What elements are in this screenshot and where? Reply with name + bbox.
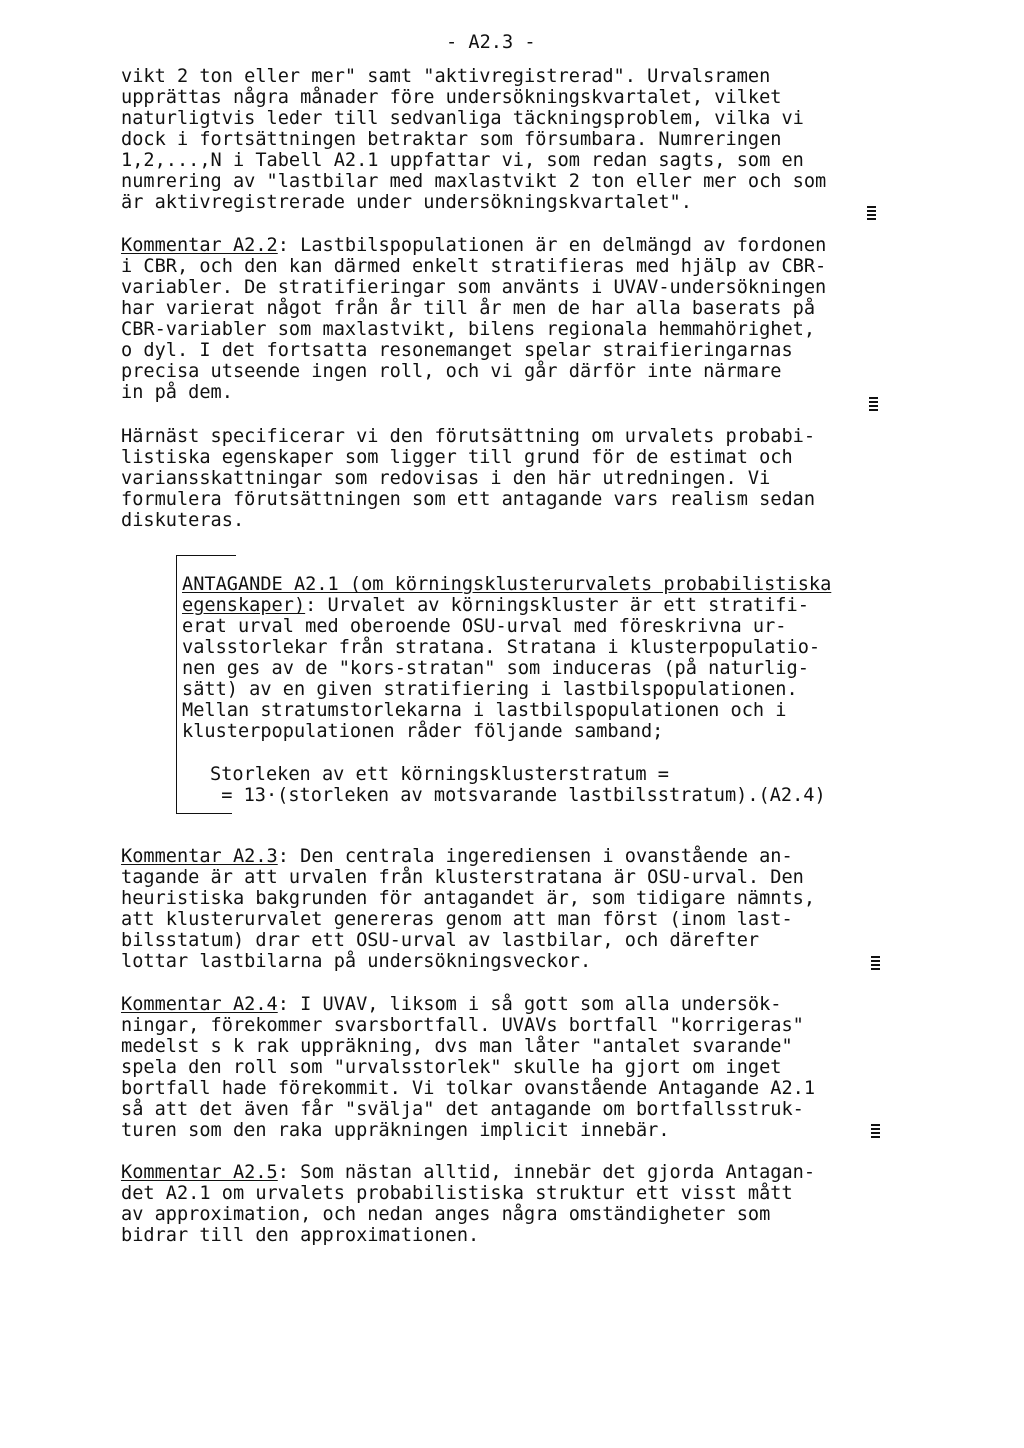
kommentar-text: : Lastbilspopulationen är en delmängd av fordonen xyxy=(277,235,827,256)
text-line: vikt 2 ton eller mer" samt "aktivregistrerad". Urvalsramen xyxy=(121,66,771,87)
text-line: naturligtvis leder till sedvanliga täckningsproblem, vilka vi xyxy=(121,108,804,129)
text-line xyxy=(182,574,942,595)
kommentar-a24 xyxy=(121,994,941,1141)
text-line: bortfall hade förekommit. Vi tolkar ovanstående Antagande A2.1 xyxy=(121,1078,816,1099)
text-line xyxy=(121,235,941,256)
assumption-box-bottom-rule xyxy=(176,813,232,814)
kommentar-a23 xyxy=(121,846,941,972)
text-line: klusterpopulationen råder följande samband; xyxy=(182,721,664,742)
text-line: variansskattningar som redovisas i den här utredningen. Vi xyxy=(121,468,771,489)
text-line xyxy=(121,846,941,867)
kommentar-label: Kommentar A2.4 xyxy=(121,994,278,1015)
text-line: ningar, förekommer svarsbortfall. UVAVs bortfall "korrigeras" xyxy=(121,1015,804,1036)
formula-line: = 13·(storleken av motsvarande lastbilsstratum).(A2.4) xyxy=(210,785,826,806)
text-line: Härnäst specificerar vi den förutsättning om urvalets probabi- xyxy=(121,426,816,447)
text-line: Mellan stratumstorlekarna i lastbilspopulationen och i xyxy=(182,700,787,721)
text-line: diskuteras. xyxy=(121,510,245,531)
antagande-a21 xyxy=(182,574,942,742)
text-line: bilsstatum) drar ett OSU-urval av lastbilar, och därefter xyxy=(121,930,760,951)
formula-a24 xyxy=(210,764,950,806)
kommentar-label: Kommentar A2.2 xyxy=(121,235,278,256)
text-line: listiska egenskaper som ligger till grund för de estimat och xyxy=(121,447,793,468)
end-of-remark-mark xyxy=(867,204,876,220)
kommentar-a22 xyxy=(121,235,941,403)
kommentar-text: : Den centrala ingerediensen i ovanstående an- xyxy=(277,846,793,867)
text-line: spela den roll som "urvalsstorlek" skulle ha gjort om inget xyxy=(121,1057,782,1078)
end-of-remark-mark xyxy=(871,954,880,970)
text-line: i CBR, och den kan därmed enkelt stratifieras med hjälp av CBR- xyxy=(121,256,827,277)
text-line: variabler. De stratifieringar som använts i UVAV-undersökningen xyxy=(121,277,827,298)
text-line: precisa utseende ingen roll, och vi går därför inte närmare xyxy=(121,361,782,382)
antagande-text: : Urvalet av körningskluster är ett stratifi- xyxy=(305,595,809,616)
text-line: erat urval med oberoende OSU-urval med föreskrivna ur- xyxy=(182,616,787,637)
text-line: o dyl. I det fortsatta resonemanget spelar straifieringarnas xyxy=(121,340,793,361)
kommentar-text: : I UVAV, liksom i så gott som alla undersök- xyxy=(277,994,782,1015)
assumption-box-top-rule xyxy=(176,555,236,556)
text-line: av approximation, och nedan anges några omständigheter som xyxy=(121,1204,771,1225)
text-line: in på dem. xyxy=(121,382,233,403)
text-line xyxy=(121,994,941,1015)
kommentar-label: Kommentar A2.5 xyxy=(121,1162,278,1183)
text-line: bidrar till den approximationen. xyxy=(121,1225,480,1246)
text-line: är aktivregistrerade under undersökningskvartalet". xyxy=(121,192,692,213)
text-line: heuristiska bakgrunden för antagandet är, som tidigare nämnts, xyxy=(121,888,816,909)
text-line xyxy=(182,595,942,616)
text-line xyxy=(121,1162,941,1183)
page-number: - A2.3 - xyxy=(446,32,536,53)
text-line: tagande är att urvalen från klusterstratana är OSU-urval. Den xyxy=(121,867,804,888)
text-line: medelst s k rak uppräkning, dvs man låter "antalet svarande" xyxy=(121,1036,793,1057)
text-line: så att det även får "svälja" det antagande om bortfallsstruk- xyxy=(121,1099,804,1120)
antagande-title: egenskaper) xyxy=(182,595,306,616)
kommentar-label: Kommentar A2.3 xyxy=(121,846,278,867)
end-of-remark-mark xyxy=(869,395,878,411)
text-line: numrering av "lastbilar med maxlastvikt 2 ton eller mer och som xyxy=(121,171,827,192)
kommentar-a25 xyxy=(121,1162,941,1246)
text-line: CBR-variabler som maxlastvikt, bilens regionala hemmahörighet, xyxy=(121,319,816,340)
assumption-box-left-rule xyxy=(176,555,177,814)
text-line: nen ges av de "kors-stratan" som induceras (på naturlig- xyxy=(182,658,809,679)
text-line: formulera förutsättningen som ett antagande vars realism sedan xyxy=(121,489,816,510)
text-line: det A2.1 om urvalets probabilistiska struktur ett visst mått xyxy=(121,1183,793,1204)
kommentar-text: : Som nästan alltid, innebär det gjorda Antagan- xyxy=(277,1162,816,1183)
formula-line: Storleken av ett körningsklusterstratum = xyxy=(210,764,669,785)
text-line: dock i fortsättningen betraktar som försumbara. Numreringen xyxy=(121,129,782,150)
text-line: lottar lastbilarna på undersökningsveckor. xyxy=(121,951,592,972)
antagande-title: ANTAGANDE A2.1 (om körningsklusterurvalets probabilistiska xyxy=(182,574,832,595)
text-line: sätt) av en given stratifiering i lastbilspopulationen. xyxy=(182,679,798,700)
text-line: har varierat något från år till år men de har alla baserats på xyxy=(121,298,816,319)
intro-paragraph xyxy=(121,66,941,213)
text-line: 1,2,...,N i Tabell A2.1 uppfattar vi, som redan sagts, som en xyxy=(121,150,804,171)
end-of-remark-mark xyxy=(871,1122,880,1138)
text-line: upprättas några månader före undersökningskvartalet, vilket xyxy=(121,87,782,108)
text-line: valsstorlekar från stratana. Stratana i klusterpopulatio- xyxy=(182,637,821,658)
harnast-paragraph xyxy=(121,426,941,531)
text-line: turen som den raka uppräkningen implicit innebär. xyxy=(121,1120,670,1141)
text-line: att klusterurvalet genereras genom att man först (inom last- xyxy=(121,909,793,930)
